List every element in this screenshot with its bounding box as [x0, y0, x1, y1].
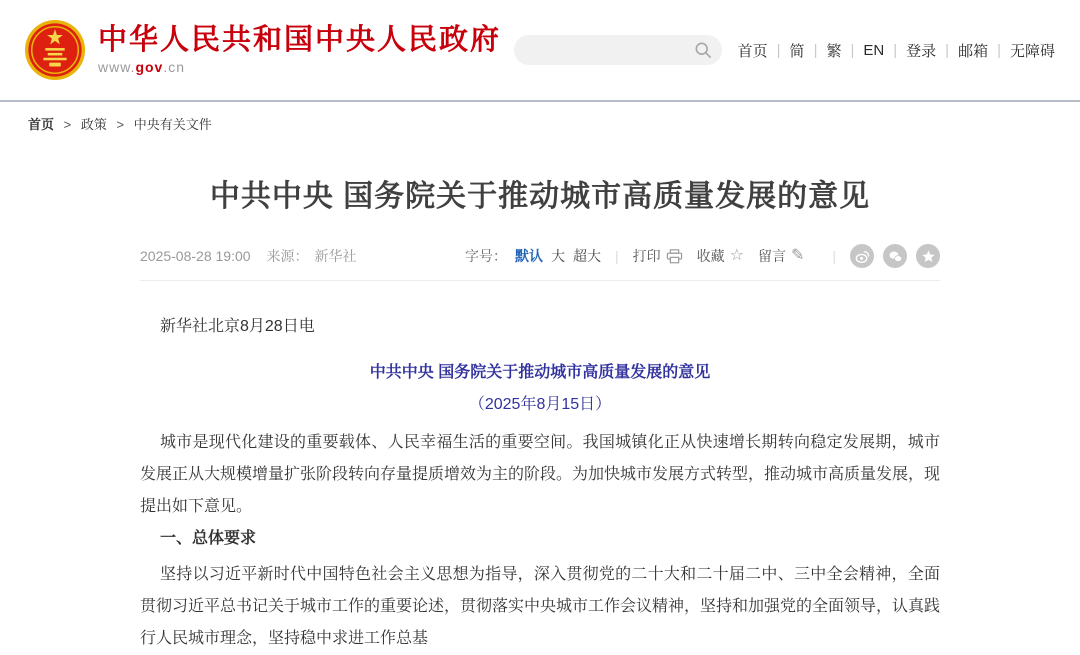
pencil-icon: ✎ — [790, 247, 805, 264]
document-date: （2025年8月15日） — [468, 396, 612, 413]
nav-link-accessibility[interactable]: 无障碍 — [1009, 42, 1055, 60]
search-box[interactable] — [514, 35, 722, 65]
article-container — [140, 176, 940, 655]
document-title: 中共中央 国务院关于推动城市高质量发展的意见 — [369, 364, 711, 381]
site-header — [0, 0, 1080, 102]
share-star-button[interactable] — [916, 244, 940, 268]
share-star-icon — [921, 249, 936, 264]
star-icon: ☆ — [729, 247, 744, 264]
fontsize-xlarge-button[interactable]: 超大 — [572, 248, 601, 264]
print-label: 打印 — [632, 248, 661, 264]
paragraph: 坚持以习近平新时代中国特色社会主义思想为指导，深入贯彻党的二十大和二十届二中、三中全会精神，全面贯彻习近平总书记关于城市工作的重要论述，贯彻落实中央城市工作会议精神，坚持和加强党的全面领导，认真践行人民城市理念，坚持稳中求进工作总基 — [140, 566, 941, 647]
nav-separator: | — [997, 41, 1001, 59]
paragraph: 城市是现代化建设的重要载体、人民幸福生活的重要空间。我国城镇化正从快速增长期转向稳定发展期，城市发展正从大规模增量扩张阶段转向存量提质增效为主的阶段。为加快城市发展方式转型，推动城市高质量发展，现提出如下意见。 — [140, 434, 941, 515]
page-title: 中共中央 国务院关于推动城市高质量发展的意见 — [209, 180, 871, 213]
share-buttons — [850, 244, 940, 268]
comment-button[interactable] — [758, 246, 804, 266]
share-wechat-button[interactable] — [883, 244, 907, 268]
search-input[interactable] — [528, 41, 694, 59]
site-logo[interactable] — [24, 19, 501, 81]
search-icon[interactable] — [694, 41, 712, 59]
comment-label: 留言 — [757, 248, 786, 264]
nav-link-english[interactable]: EN — [863, 41, 885, 59]
favorite-label: 收藏 — [696, 248, 725, 264]
fontsize-label: 字号： — [464, 248, 507, 264]
publish-datetime: 2025-08-28 19:00 — [140, 248, 251, 264]
wechat-icon — [888, 249, 903, 264]
breadcrumb — [0, 102, 1080, 146]
source-label: 来源： — [266, 248, 309, 264]
toolbar-separator: | — [614, 248, 619, 264]
header-right — [514, 35, 1055, 65]
article-body — [140, 281, 940, 655]
breadcrumb-separator: > — [116, 117, 125, 132]
national-emblem-icon — [24, 19, 86, 81]
site-url: www.gov.cn — [98, 59, 186, 76]
site-title-block — [98, 25, 501, 76]
nav-link-simplified[interactable]: 简 — [789, 42, 805, 60]
nav-separator: | — [813, 41, 818, 59]
nav-link-home[interactable]: 首页 — [737, 42, 768, 60]
nav-link-mail[interactable]: 邮箱 — [958, 42, 989, 60]
article-meta-left — [140, 246, 357, 266]
nav-link-login[interactable]: 登录 — [906, 42, 937, 60]
section-heading: 一、总体要求 — [160, 530, 257, 547]
article-meta-bar — [140, 244, 940, 281]
share-weibo-button[interactable] — [850, 244, 874, 268]
fontsize-default-button[interactable]: 默认 — [514, 248, 543, 264]
favorite-button[interactable] — [697, 246, 744, 266]
print-button[interactable] — [633, 246, 683, 266]
breadcrumb-home[interactable]: 首页 — [28, 117, 55, 132]
article-toolbar — [465, 244, 940, 268]
fontsize-large-button[interactable]: 大 — [550, 248, 565, 264]
top-nav — [738, 40, 1055, 61]
source-name[interactable]: 新华社 — [314, 248, 357, 264]
nav-separator: | — [776, 41, 781, 59]
site-title: 中华人民共和国中央人民政府 — [98, 23, 502, 56]
printer-icon — [666, 249, 683, 264]
breadcrumb-central-documents[interactable]: 中央有关文件 — [133, 117, 212, 132]
nav-link-traditional[interactable]: 繁 — [826, 42, 842, 60]
breadcrumb-policy[interactable]: 政策 — [80, 117, 107, 132]
nav-separator: | — [850, 41, 855, 59]
nav-separator: | — [945, 41, 950, 59]
weibo-icon — [855, 249, 870, 264]
nav-separator: | — [893, 41, 898, 59]
toolbar-separator: | — [832, 248, 836, 264]
breadcrumb-separator: > — [63, 117, 72, 132]
dateline: 新华社北京8月28日电 — [160, 318, 315, 335]
